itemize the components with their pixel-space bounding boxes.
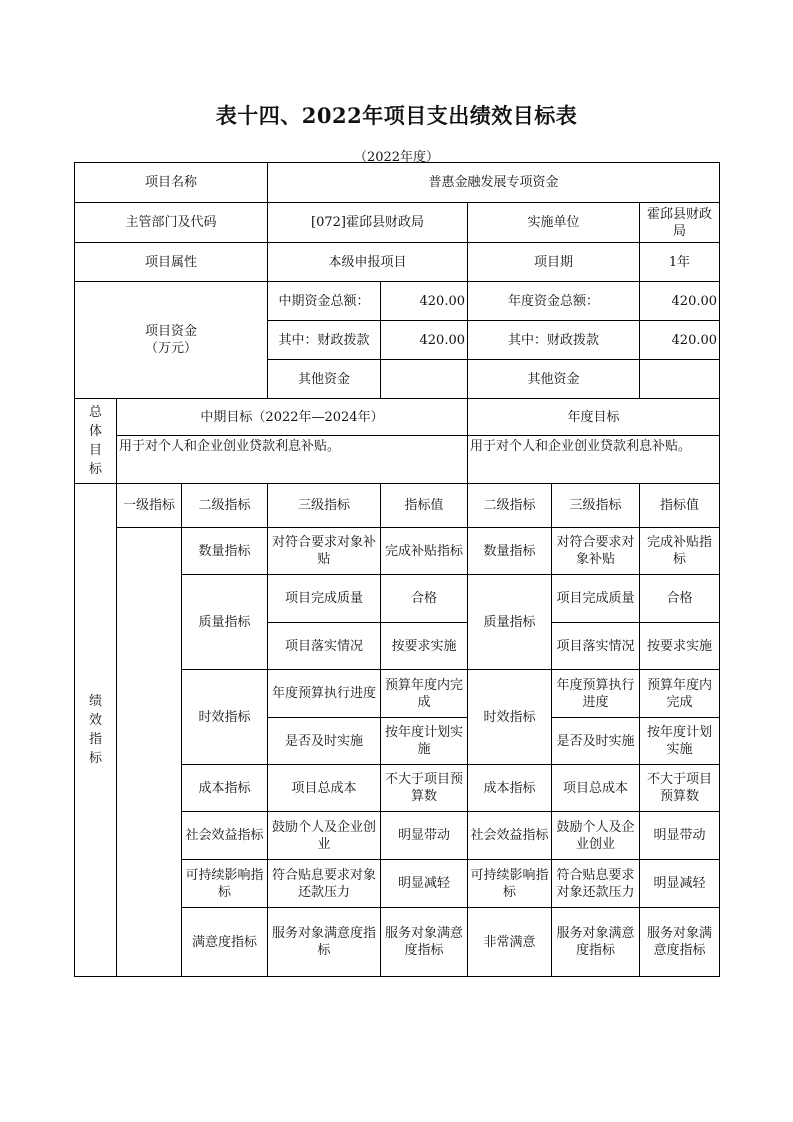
mid-other-value — [381, 360, 468, 399]
sustain-l3: 符合贴息要求对象还款压力 — [268, 860, 381, 908]
year-fiscal-value: 420.00 — [640, 321, 720, 360]
year-label: （2022年度） — [353, 150, 440, 165]
header-level3: 三级指标 — [268, 484, 381, 528]
impl-unit-label: 实施单位 — [468, 203, 640, 243]
social-l3: 鼓励个人及企业创业 — [268, 812, 381, 860]
timeliness-r1-year-l3: 年度预算执行进度 — [552, 670, 640, 718]
header-level2: 二级指标 — [182, 484, 268, 528]
quantity-year-l3: 对符合要求对象补贴 — [552, 528, 640, 575]
quality-r1-year-l3: 项目完成质量 — [552, 575, 640, 623]
quality-r2-year-l3: 项目落实情况 — [552, 623, 640, 670]
year-goal-text: 用于对个人和企业创业贷款利息补贴。 — [468, 436, 720, 484]
overall-goal-char: 标 — [88, 462, 102, 477]
satisfaction-l2: 服务对象满意度指标 — [268, 908, 381, 977]
dept-value: [072]霍邱县财政局 — [268, 203, 468, 243]
cost-value: 不大于项目预算数 — [381, 765, 468, 812]
social-value: 明显带动 — [381, 812, 468, 860]
satisfaction-year-l2: 服务对象满意度指标 — [552, 908, 640, 977]
timeliness-r1-year-value: 预算年度内完成 — [640, 670, 720, 718]
satisfaction-year-l3: 服务对象满意度指标 — [640, 908, 720, 977]
quantity-year-value: 完成补贴指标 — [640, 528, 720, 575]
level1-output-cell — [117, 528, 182, 977]
project-attr-value: 本级申报项目 — [268, 243, 468, 282]
year-fiscal-label: 其中：财政拨款 — [468, 321, 640, 360]
header-year-level2: 二级指标 — [468, 484, 552, 528]
satisfaction-l3: 服务对象满意度指标 — [381, 908, 468, 977]
year-other-value — [640, 360, 720, 399]
project-period-value: 1年 — [640, 243, 720, 282]
header-value: 指标值 — [381, 484, 468, 528]
performance-indicator-char: 绩 — [88, 694, 102, 709]
header-level1: 一级指标 — [117, 484, 182, 528]
performance-indicator-char: 效 — [88, 713, 102, 728]
quality-r2-year-value: 按要求实施 — [640, 623, 720, 670]
funds-label-line2: （万元） — [145, 341, 198, 356]
overall-goal-char: 目 — [88, 443, 102, 458]
quality-l2: 质量指标 — [182, 575, 268, 670]
social-l2: 社会效益指标 — [182, 812, 268, 860]
sustain-year-l2: 可持续影响指标 — [468, 860, 552, 908]
quality-r1-year-value: 合格 — [640, 575, 720, 623]
cost-year-l2: 成本指标 — [468, 765, 552, 812]
quality-r2-value: 按要求实施 — [381, 623, 468, 670]
timeliness-r2-l3: 是否及时实施 — [268, 718, 381, 765]
social-year-l2: 社会效益指标 — [468, 812, 552, 860]
project-name-label: 项目名称 — [75, 163, 268, 203]
year-total-label: 年度资金总额： — [468, 282, 640, 321]
quantity-value: 完成补贴指标 — [381, 528, 468, 575]
project-name-value: 普惠金融发展专项资金 — [268, 163, 720, 203]
timeliness-year-l2: 时效指标 — [468, 670, 552, 765]
timeliness-l2: 时效指标 — [182, 670, 268, 765]
performance-table — [74, 162, 720, 977]
year-goal-header: 年度目标 — [468, 399, 720, 436]
performance-indicator-label — [75, 484, 117, 977]
timeliness-r2-year-value: 按年度计划实施 — [640, 718, 720, 765]
mid-total-label: 中期资金总额： — [268, 282, 381, 321]
dept-label: 主管部门及代码 — [75, 203, 268, 243]
quantity-l3: 对符合要求对象补贴 — [268, 528, 381, 575]
sustain-l2: 可持续影响指标 — [182, 860, 268, 908]
timeliness-r1-l3: 年度预算执行进度 — [268, 670, 381, 718]
mid-goal-text: 用于对个人和企业创业贷款利息补贴。 — [117, 436, 468, 484]
quantity-year-l2: 数量指标 — [468, 528, 552, 575]
sustain-value: 明显减轻 — [381, 860, 468, 908]
quality-year-l2: 质量指标 — [468, 575, 552, 670]
social-year-l3: 鼓励个人及企业创业 — [552, 812, 640, 860]
header-year-level3: 三级指标 — [552, 484, 640, 528]
satisfaction-value: 非常满意 — [468, 908, 552, 977]
impl-unit-value: 霍邱县财政局 — [640, 203, 720, 243]
quantity-l2: 数量指标 — [182, 528, 268, 575]
funds-label — [75, 282, 268, 399]
sustain-year-l3: 符合贴息要求对象还款压力 — [552, 860, 640, 908]
mid-fiscal-label: 其中：财政拨款 — [268, 321, 381, 360]
mid-fiscal-value: 420.00 — [381, 321, 468, 360]
timeliness-r1-value: 预算年度内完成 — [381, 670, 468, 718]
funds-label-line1: 项目资金 — [145, 324, 198, 339]
cost-l2: 成本指标 — [182, 765, 268, 812]
mid-total-value: 420.00 — [381, 282, 468, 321]
sustain-year-value: 明显减轻 — [640, 860, 720, 908]
social-year-value: 明显带动 — [640, 812, 720, 860]
performance-indicator-char: 指 — [88, 732, 102, 747]
year-total-value: 420.00 — [640, 282, 720, 321]
page-title: 表十四、2022年项目支出绩效目标表 — [215, 103, 578, 128]
project-attr-label: 项目属性 — [75, 243, 268, 282]
mid-goal-header: 中期目标（2022年—2024年） — [117, 399, 468, 436]
performance-indicator-char: 标 — [88, 751, 102, 766]
timeliness-r2-value: 按年度计划实施 — [381, 718, 468, 765]
header-year-value: 指标值 — [640, 484, 720, 528]
quality-r1-l3: 项目完成质量 — [268, 575, 381, 623]
overall-goal-char: 体 — [88, 424, 102, 439]
quality-r1-value: 合格 — [381, 575, 468, 623]
cost-l3: 项目总成本 — [268, 765, 381, 812]
project-period-label: 项目期 — [468, 243, 640, 282]
timeliness-r2-year-l3: 是否及时实施 — [552, 718, 640, 765]
overall-goal-label — [75, 399, 117, 484]
year-other-label: 其他资金 — [468, 360, 640, 399]
quality-r2-l3: 项目落实情况 — [268, 623, 381, 670]
mid-other-label: 其他资金 — [268, 360, 381, 399]
cost-year-value: 不大于项目预算数 — [640, 765, 720, 812]
satisfaction-l1: 满意度指标 — [182, 908, 268, 977]
overall-goal-char: 总 — [88, 405, 102, 420]
cost-year-l3: 项目总成本 — [552, 765, 640, 812]
